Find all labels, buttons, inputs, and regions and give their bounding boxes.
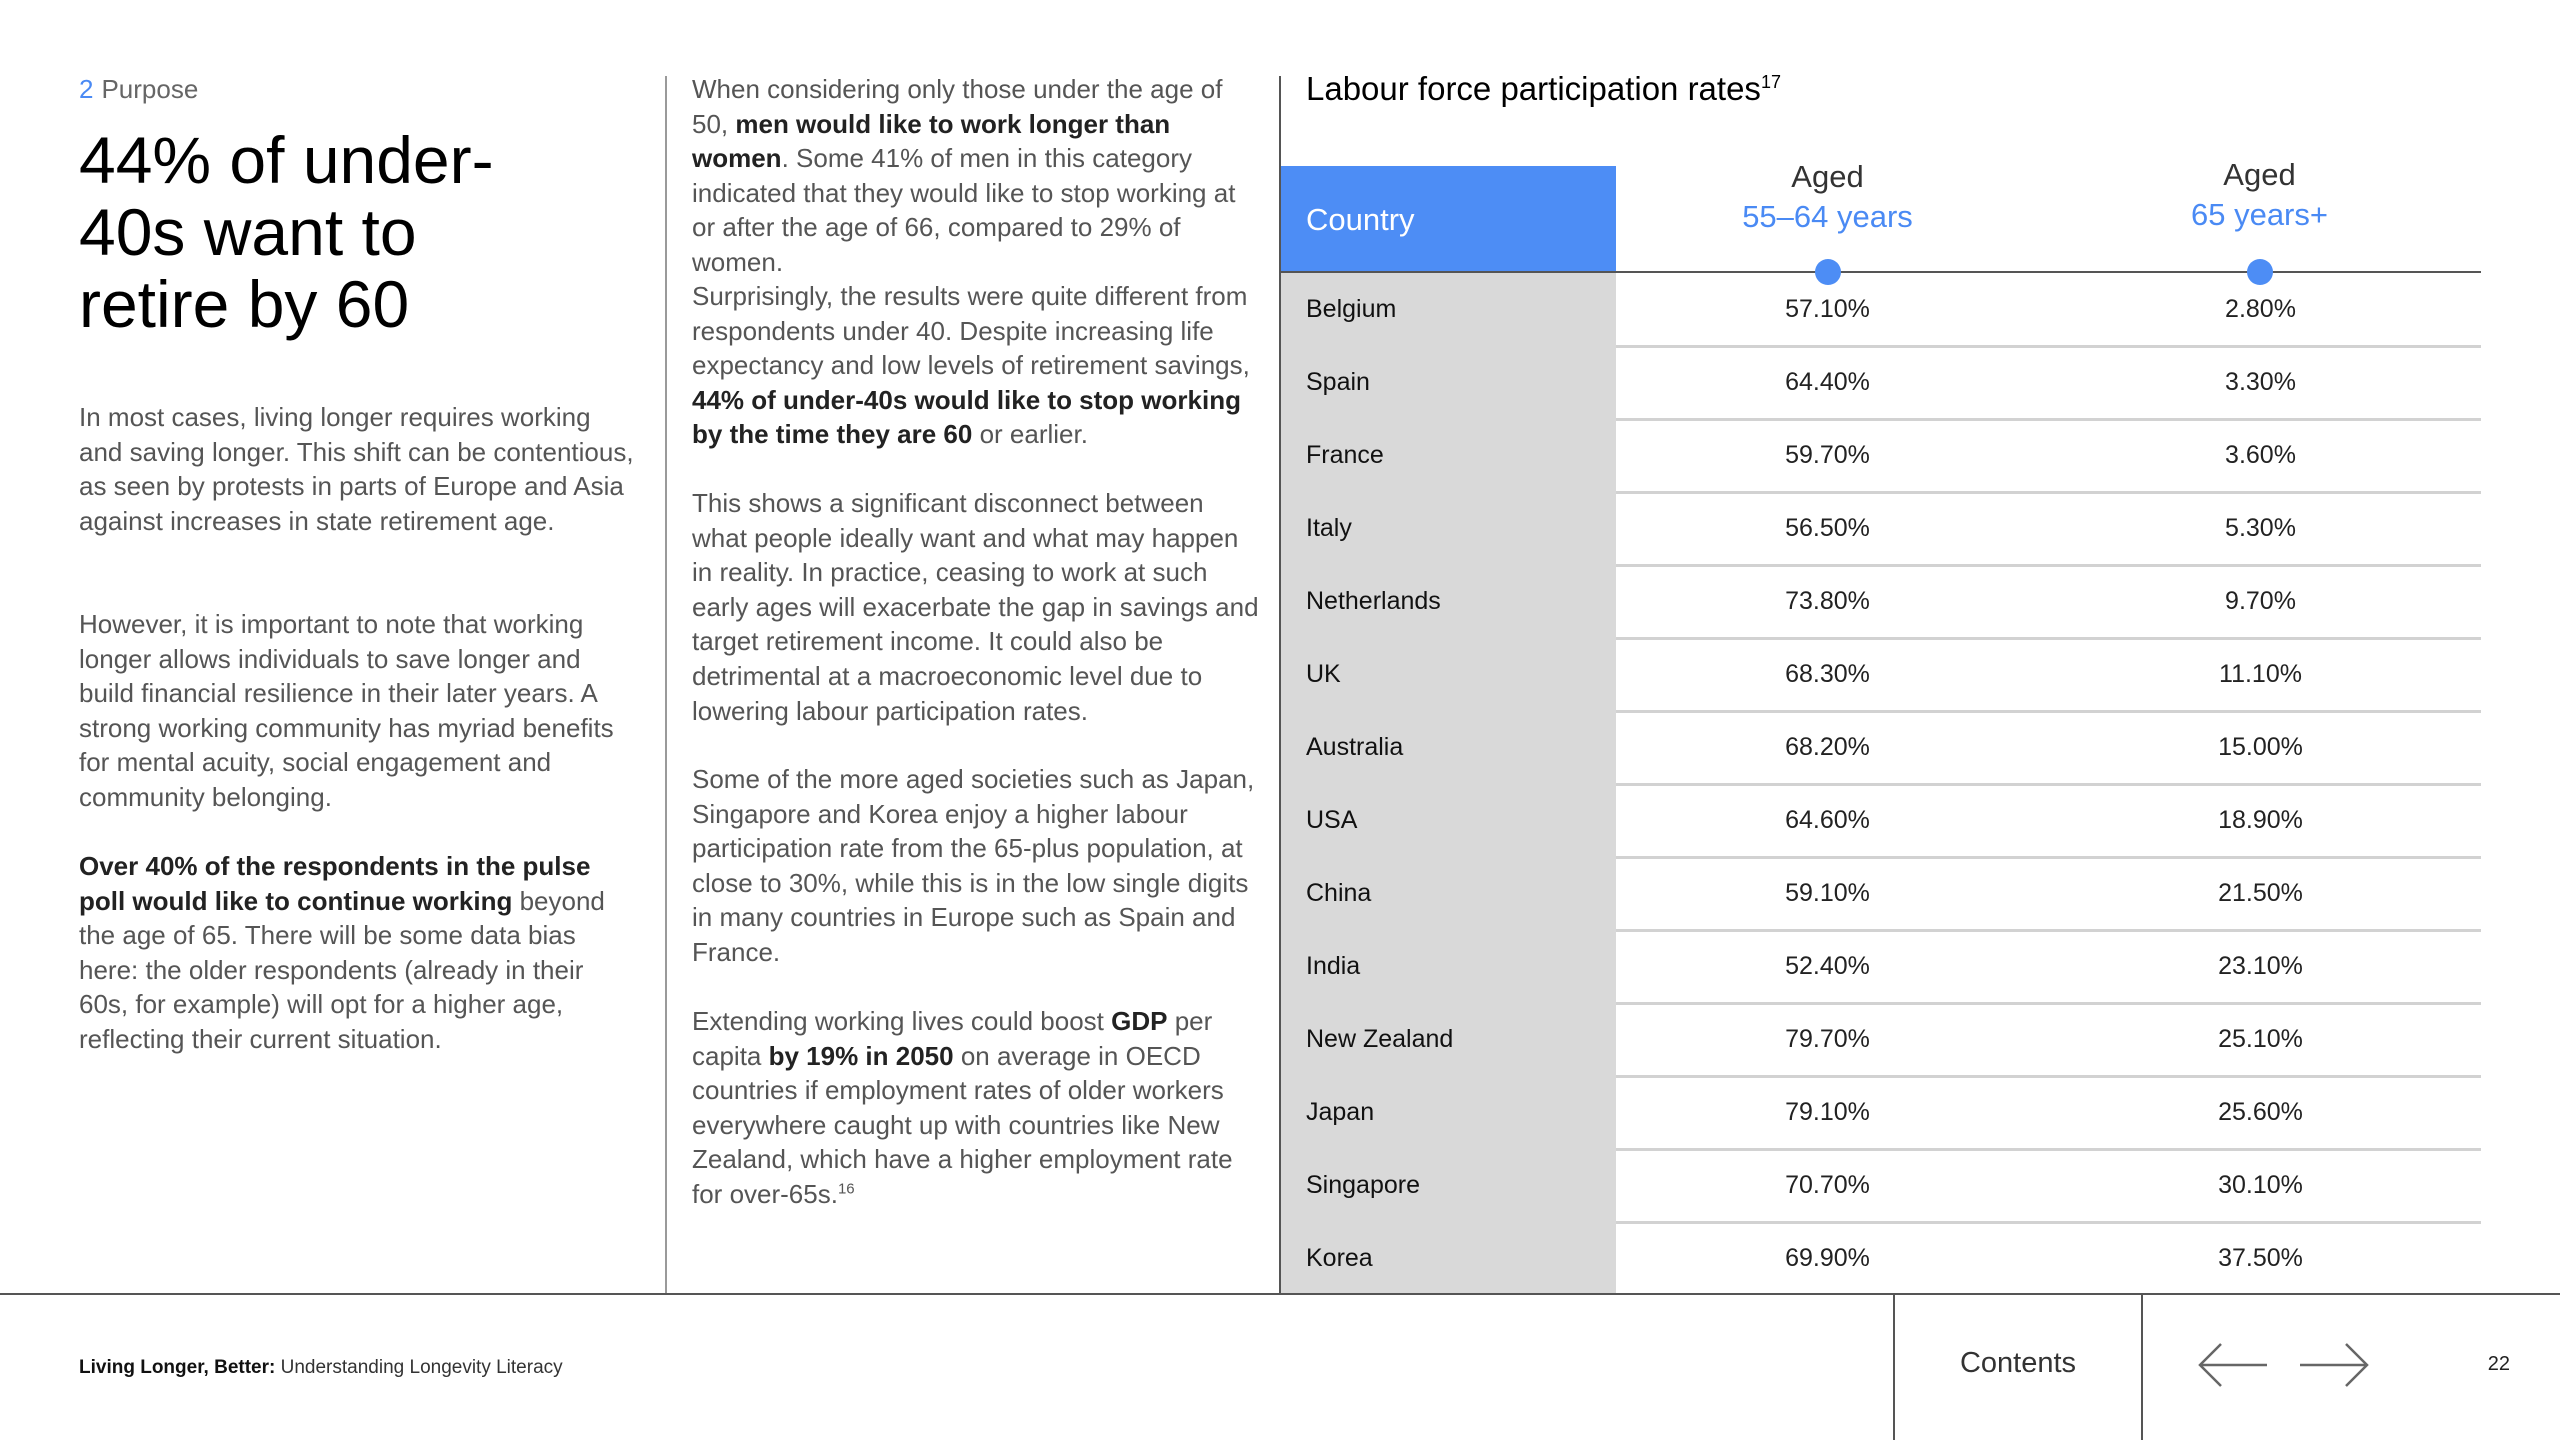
paragraph: Some of the more aged societies such as Japan, Singapore and Korea enjoy a higher labour participation rate from the 65-plus population, at close to 30%, while this is in the low single digits in many countries in Europe such as Spain and France. bbox=[692, 764, 1255, 967]
text: When considering only those under the age of 50, bbox=[692, 74, 1223, 139]
country-name: Australia bbox=[1306, 733, 1404, 761]
bold-text: 44% of under-40s would like to stop working by the time they are 60 bbox=[692, 384, 1241, 450]
title-line: 44% of under- bbox=[79, 123, 494, 197]
table-row bbox=[1281, 857, 2481, 930]
table-row bbox=[1281, 1149, 2481, 1222]
text: beyond the age of 65. There will be some data bias here: the older respondents (already in their 60s, for example) will opt for a higher age, reflecting their current situation. bbox=[79, 885, 605, 1054]
footnote-ref: 17 bbox=[1760, 72, 1781, 92]
title-line: retire by 60 bbox=[79, 267, 410, 341]
country-cell bbox=[1281, 565, 1616, 638]
rate-55-64-cell: 59.10% bbox=[1785, 879, 1870, 907]
paragraph: This shows a significant disconnect between what people ideally want and what may happen in reality. In practice, ceasing to work at such early ages will exacerbate the gap in savings and target retirement income. It could also be detrimental at a macroeconomic level due to lowering labour participation rates. bbox=[692, 488, 1259, 726]
rate-65-plus-cell: 3.60% bbox=[2225, 441, 2296, 469]
text: Extending working lives could boost bbox=[692, 1006, 1112, 1036]
paragraph: However, it is important to note that working longer allows individuals to save longer and build financial resilience in their later years. A strong working community has myriad benefits for mental acuity, social engagement and community belonging. bbox=[79, 609, 614, 812]
country-name: UK bbox=[1306, 660, 1341, 688]
previous-page-button[interactable] bbox=[2193, 1335, 2273, 1395]
column-divider bbox=[665, 76, 667, 1294]
page-title bbox=[79, 124, 599, 340]
footer-divider bbox=[2141, 1293, 2143, 1440]
country-name: India bbox=[1306, 952, 1361, 980]
country-name: China bbox=[1306, 879, 1372, 907]
country-name: USA bbox=[1306, 806, 1358, 834]
contents-link[interactable]: Contents bbox=[1959, 1347, 2077, 1379]
rate-65-plus-cell: 25.60% bbox=[2218, 1098, 2303, 1126]
rate-65-plus-cell: 2.80% bbox=[2225, 295, 2296, 323]
age-65-plus-header bbox=[2122, 155, 2397, 235]
header-line-accent: 55–64 years bbox=[1742, 199, 1913, 234]
rate-55-64-cell: 79.70% bbox=[1785, 1025, 1870, 1053]
rate-55-64-cell: 57.10% bbox=[1785, 295, 1870, 323]
table-title bbox=[1306, 70, 1781, 108]
table-row bbox=[1281, 930, 2481, 1003]
section-title: Purpose bbox=[101, 74, 199, 104]
country-cell bbox=[1281, 930, 1616, 1003]
footer-title-bold: Living Longer, Better: bbox=[79, 1357, 276, 1378]
rate-55-64-cell: 56.50% bbox=[1785, 514, 1870, 542]
table-row bbox=[1281, 492, 2481, 565]
country-cell bbox=[1281, 346, 1616, 419]
country-name: Italy bbox=[1306, 514, 1352, 542]
text: Surprisingly, the results were quite different from respondents under 40. Despite increasing life expectancy and low levels of retirement savings, bbox=[692, 281, 1250, 381]
page-number: 22 bbox=[2487, 1353, 2510, 1375]
rate-55-64-cell: 68.30% bbox=[1785, 660, 1870, 688]
rate-65-plus-cell: 18.90% bbox=[2218, 806, 2303, 834]
footnote-ref: 16 bbox=[837, 1180, 855, 1198]
country-header-label: Country bbox=[1306, 202, 1415, 237]
table-row bbox=[1281, 565, 2481, 638]
country-name: New Zealand bbox=[1306, 1025, 1454, 1053]
country-cell bbox=[1281, 638, 1616, 711]
header-line-accent: 65 years+ bbox=[2190, 197, 2328, 232]
country-column-header bbox=[1281, 166, 1616, 272]
country-cell bbox=[1281, 273, 1616, 346]
paragraph bbox=[692, 72, 1262, 280]
table-row bbox=[1281, 784, 2481, 857]
country-name: Korea bbox=[1306, 1244, 1373, 1272]
rate-55-64-cell: 70.70% bbox=[1785, 1171, 1870, 1199]
paragraph bbox=[692, 1004, 1262, 1212]
footer-title-rest: Understanding Longevity Literacy bbox=[275, 1357, 563, 1378]
country-name: Singapore bbox=[1306, 1171, 1420, 1199]
next-page-button[interactable] bbox=[2294, 1335, 2374, 1395]
rate-55-64-cell: 68.20% bbox=[1785, 733, 1870, 761]
country-name: France bbox=[1306, 441, 1384, 469]
rate-55-64-cell: 64.40% bbox=[1785, 368, 1870, 396]
text: on average in OECD countries if employment rates of older workers everywhere caught up with countries like New Zealand, which have a higher employment rate for over-65s. bbox=[692, 1040, 1233, 1209]
country-name: Netherlands bbox=[1306, 587, 1441, 615]
rate-65-plus-cell: 5.30% bbox=[2225, 514, 2296, 542]
rate-55-64-cell: 73.80% bbox=[1785, 587, 1870, 615]
table-row bbox=[1281, 346, 2481, 419]
country-name: Belgium bbox=[1306, 295, 1397, 323]
country-cell bbox=[1281, 857, 1616, 930]
country-cell bbox=[1281, 1003, 1616, 1076]
rate-55-64-cell: 79.10% bbox=[1785, 1098, 1870, 1126]
table-row bbox=[1281, 638, 2481, 711]
country-cell bbox=[1281, 784, 1616, 857]
rate-65-plus-cell: 15.00% bbox=[2218, 733, 2303, 761]
table-row bbox=[1281, 711, 2481, 784]
section-label bbox=[79, 74, 198, 105]
paragraph bbox=[692, 279, 1262, 452]
text: or earlier. bbox=[972, 419, 1088, 450]
footer-title bbox=[79, 1357, 563, 1379]
rate-65-plus-cell: 30.10% bbox=[2218, 1171, 2303, 1199]
rate-65-plus-cell: 21.50% bbox=[2218, 879, 2303, 907]
paragraph bbox=[79, 849, 634, 1057]
rate-65-plus-cell: 11.10% bbox=[2219, 660, 2302, 688]
rate-55-64-cell: 69.90% bbox=[1785, 1244, 1870, 1272]
arrow-left-icon bbox=[2193, 1335, 2273, 1395]
country-cell bbox=[1281, 1149, 1616, 1222]
rate-65-plus-cell: 9.70% bbox=[2225, 587, 2296, 615]
bold-text: GDP bbox=[1111, 1006, 1168, 1036]
section-number: 2 bbox=[79, 74, 94, 104]
text: per capita bbox=[692, 1006, 1213, 1071]
country-cell bbox=[1281, 1222, 1616, 1295]
footer-rule bbox=[0, 1293, 2560, 1295]
bold-text: men would like to work longer than women bbox=[692, 108, 1171, 174]
arrow-right-icon bbox=[2294, 1335, 2374, 1395]
rate-65-plus-cell: 23.10% bbox=[2218, 952, 2303, 980]
rate-65-plus-cell: 37.50% bbox=[2218, 1244, 2303, 1272]
rate-65-plus-cell: 3.30% bbox=[2225, 368, 2296, 396]
country-name: Spain bbox=[1306, 368, 1370, 396]
bold-text: Over 40% of the respondents in the pulse poll would like to continue working bbox=[79, 851, 591, 916]
country-name: Japan bbox=[1306, 1098, 1375, 1126]
header-line: Aged bbox=[1791, 159, 1864, 194]
table-title-text: Labour force participation rates bbox=[1306, 70, 1761, 107]
table-row bbox=[1281, 419, 2481, 492]
header-line: Aged bbox=[2223, 157, 2296, 192]
rate-65-plus-cell: 25.10% bbox=[2218, 1025, 2303, 1053]
country-cell bbox=[1281, 419, 1616, 492]
paragraph: In most cases, living longer requires working and saving longer. This shift can be contentious, as seen by protests in parts of Europe and Asia against increases in state retirement age. bbox=[79, 402, 634, 536]
bold-text: by 19% in 2050 bbox=[768, 1040, 954, 1071]
rate-55-64-cell: 64.60% bbox=[1785, 806, 1870, 834]
table-row bbox=[1281, 1222, 2481, 1295]
country-cell bbox=[1281, 1076, 1616, 1149]
table-row bbox=[1281, 273, 2481, 346]
rate-55-64-cell: 52.40% bbox=[1785, 952, 1870, 980]
age-55-64-header bbox=[1690, 157, 1965, 237]
text: . Some 41% of men in this category indicated that they would like to stop working at or after the age of 66, compared to 29% of women. bbox=[692, 143, 1236, 277]
rate-55-64-cell: 59.70% bbox=[1785, 441, 1870, 469]
table-row bbox=[1281, 1076, 2481, 1149]
title-line: 40s want to bbox=[79, 195, 417, 269]
country-cell bbox=[1281, 711, 1616, 784]
table-row bbox=[1281, 1003, 2481, 1076]
country-cell bbox=[1281, 492, 1616, 565]
